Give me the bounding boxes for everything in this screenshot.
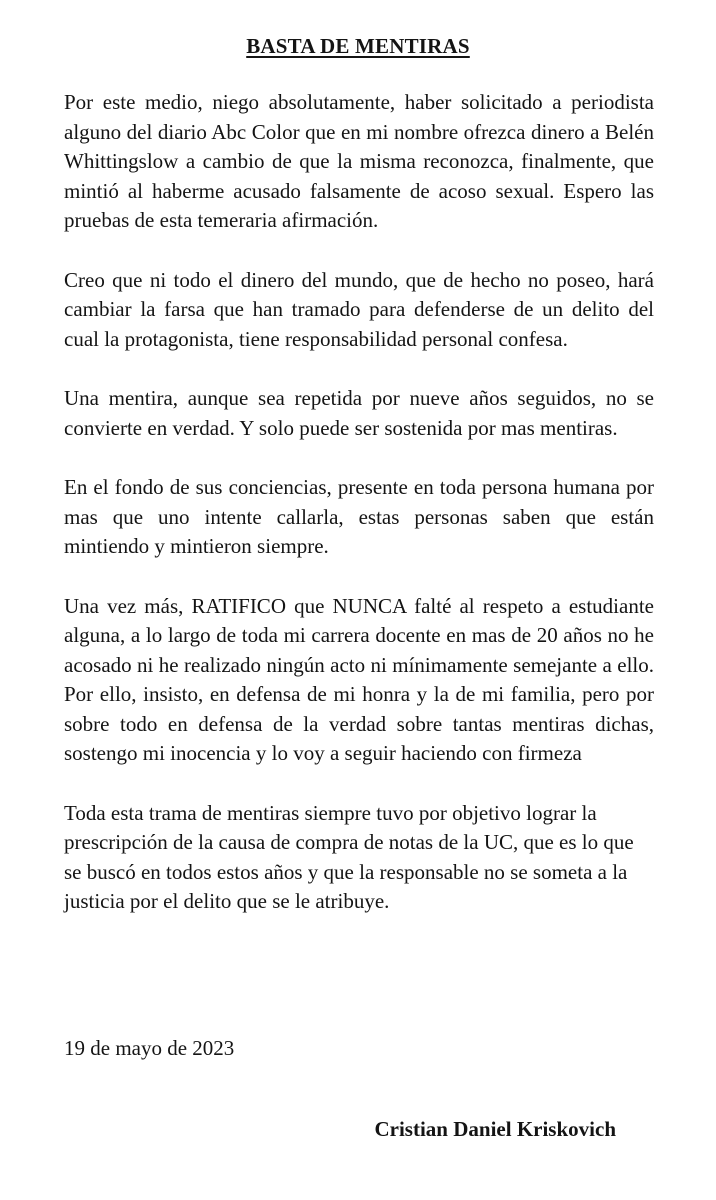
document-title: BASTA DE MENTIRAS: [246, 34, 470, 58]
paragraph-objective: Toda esta trama de mentiras siempre tuvo por objetivo lograr la prescripción de la causa de compra de notas de la UC, que es lo que se buscó en todos estos años y que la responsable no se someta a la justicia por el delito que se le atribuye.: [64, 800, 634, 913]
paragraph-denial: Por este medio, niego absolutamente, haber solicitado a periodista alguno del diario Abc Color que en mi nombre ofrezca dinero a Belén Whittingslow a cambio de que la misma reconozca, finalmente, que mintió al haberme acusado falsamente de acoso sexual. Espero las pruebas de esta temeraria afirmación.: [64, 90, 654, 232]
paragraph-conscience: En el fondo de sus conciencias, presente en toda persona humana por mas que uno intente callarla, estas personas saben que están mintiendo y mintieron siempre.: [64, 475, 654, 558]
signature-name: Cristian Daniel Kriskovich: [374, 1117, 616, 1141]
paragraph-ratification: Una vez más, RATIFICO que NUNCA falté al respeto a estudiante alguna, a lo largo de toda mi carrera docente en mas de 20 años no he acosado ni he realizado ningún acto ni mínimamente semejante a ello. Por ello, insisto, en defensa de mi honra y la de mi familia, pero por sobre todo en defensa de la verdad sobre tantas mentiras dichas, sostengo mi inocencia y lo voy a seguir haciendo con firmeza: [64, 593, 654, 765]
document-date: 19 de mayo de 2023: [64, 1036, 235, 1060]
document-body: [64, 88, 654, 947]
paragraph-money: Creo que ni todo el dinero del mundo, que de hecho no poseo, hará cambiar la farsa que han tramado para defenderse de un delito del cual la protagonista, tiene responsabilidad personal confesa.: [64, 267, 654, 351]
paragraph-lie: Una mentira, aunque sea repetida por nueve años seguidos, no se convierte en verdad. Y solo puede ser sostenida por mas mentiras.: [64, 386, 654, 440]
